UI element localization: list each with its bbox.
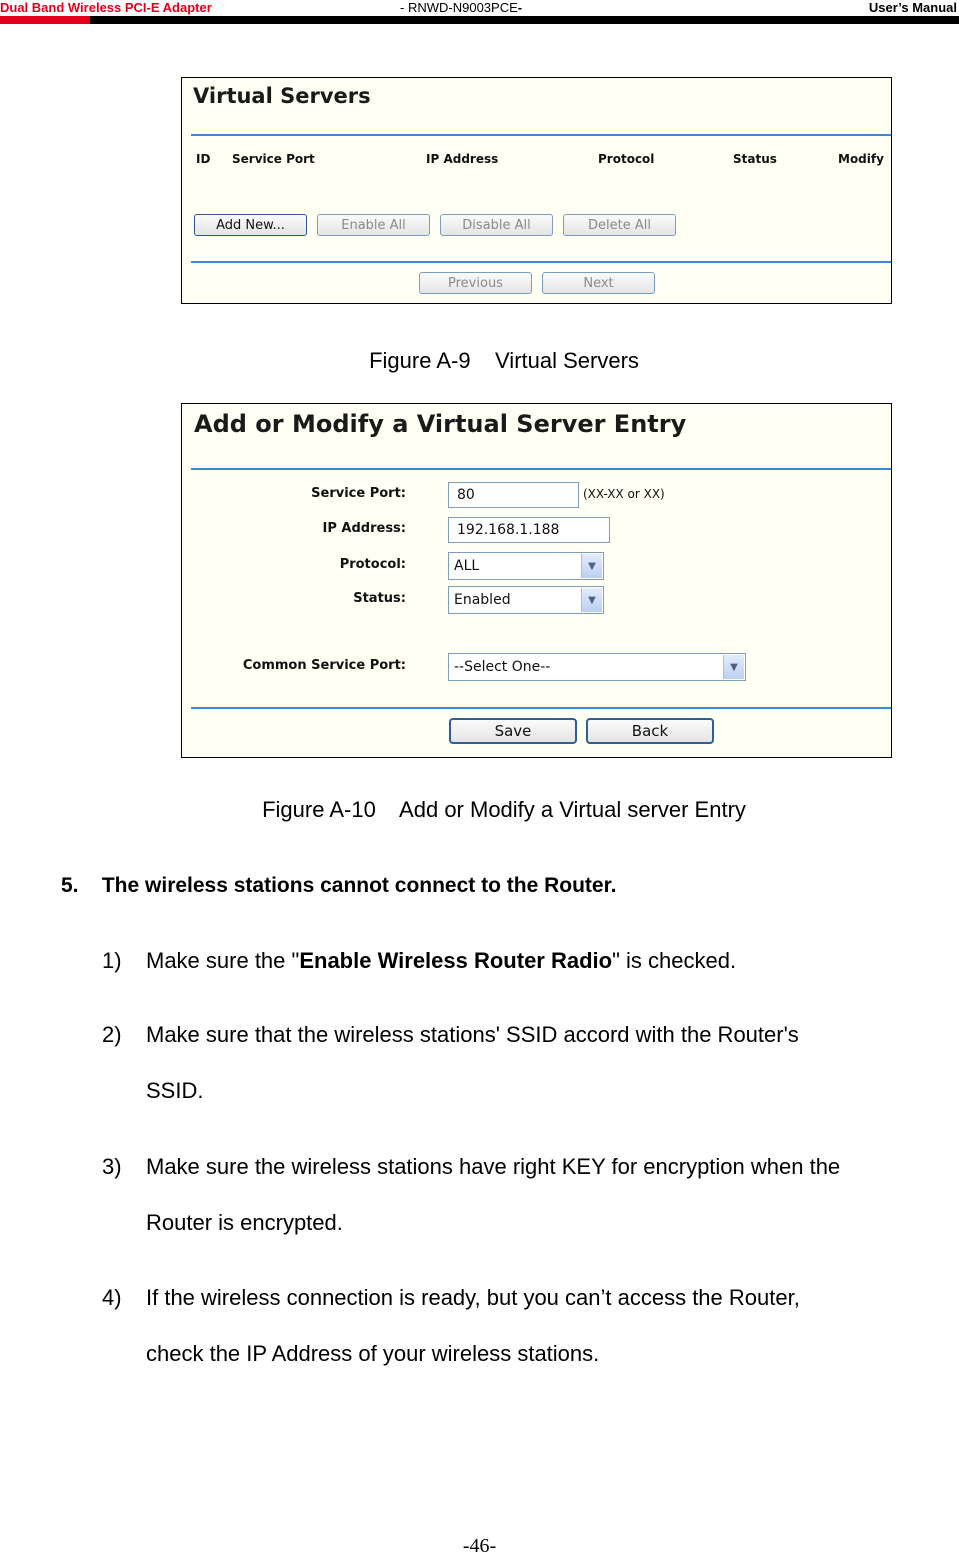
page-header xyxy=(0,0,959,24)
ip-address-input[interactable]: 192.168.1.188 xyxy=(448,517,610,543)
virtual-servers-screenshot xyxy=(181,77,892,304)
add-modify-entry-screenshot xyxy=(181,403,892,758)
service-port-hint: (XX-XX or XX) xyxy=(583,487,665,501)
column-ip-address: IP Address xyxy=(426,152,499,166)
save-button[interactable]: Save xyxy=(449,718,577,744)
protocol-select[interactable]: ALL ▼ xyxy=(448,552,604,580)
list-item: 4) If the wireless connection is ready, but you can’t access the Router, check the IP Address of your wireless stations. xyxy=(102,1285,800,1366)
service-port-label: Service Port: xyxy=(311,486,406,501)
add-new-button[interactable]: Add New... xyxy=(194,214,307,236)
service-port-input[interactable]: 80 xyxy=(448,482,579,508)
delete-all-button[interactable]: Delete All xyxy=(563,214,676,236)
column-id: ID xyxy=(196,152,211,166)
list-item: 2) Make sure that the wireless stations' SSID accord with the Router's SSID. xyxy=(102,1022,799,1103)
figure-a9-caption: Figure A-9 Virtual Servers xyxy=(369,348,639,373)
section-heading: 5. The wireless stations cannot connect to the Router. xyxy=(61,874,617,897)
enable-all-button[interactable]: Enable All xyxy=(317,214,430,236)
status-label: Status: xyxy=(353,591,406,606)
common-service-port-select[interactable]: --Select One-- ▼ xyxy=(448,653,746,681)
disable-all-button[interactable]: Disable All xyxy=(440,214,553,236)
figure-a10-caption: Figure A-10 Add or Modify a Virtual server Entry xyxy=(262,797,746,822)
virtual-servers-title: Virtual Servers xyxy=(193,84,371,108)
page-number: -46- xyxy=(462,1535,497,1557)
header-product: Dual Band Wireless PCI-E Adapter xyxy=(0,0,212,15)
protocol-label: Protocol: xyxy=(339,557,406,572)
status-select[interactable]: Enabled ▼ xyxy=(448,586,604,614)
header-manual: User’s Manual xyxy=(868,0,957,15)
chevron-down-icon[interactable]: ▼ xyxy=(581,588,602,612)
common-service-port-label: Common Service Port: xyxy=(242,658,406,673)
back-button[interactable]: Back xyxy=(586,718,714,744)
header-model: - RNWD-N9003PCE- xyxy=(400,0,523,15)
chevron-down-icon[interactable]: ▼ xyxy=(581,554,602,578)
header-rule xyxy=(0,16,959,24)
column-protocol: Protocol xyxy=(598,152,655,166)
entry-form-title: Add or Modify a Virtual Server Entry xyxy=(194,410,687,438)
previous-button[interactable]: Previous xyxy=(419,272,532,294)
column-status: Status xyxy=(733,152,777,166)
next-button[interactable]: Next xyxy=(542,272,655,294)
list-item: 1) Make sure the "Enable Wireless Router Radio" is checked. xyxy=(102,948,737,973)
column-service-port: Service Port xyxy=(232,152,315,166)
chevron-down-icon[interactable]: ▼ xyxy=(723,655,744,679)
list-item: 3) Make sure the wireless stations have right KEY for encryption when the Router is encrypted. xyxy=(102,1154,841,1235)
column-modify: Modify xyxy=(838,152,884,166)
ip-address-label: IP Address: xyxy=(322,521,406,536)
